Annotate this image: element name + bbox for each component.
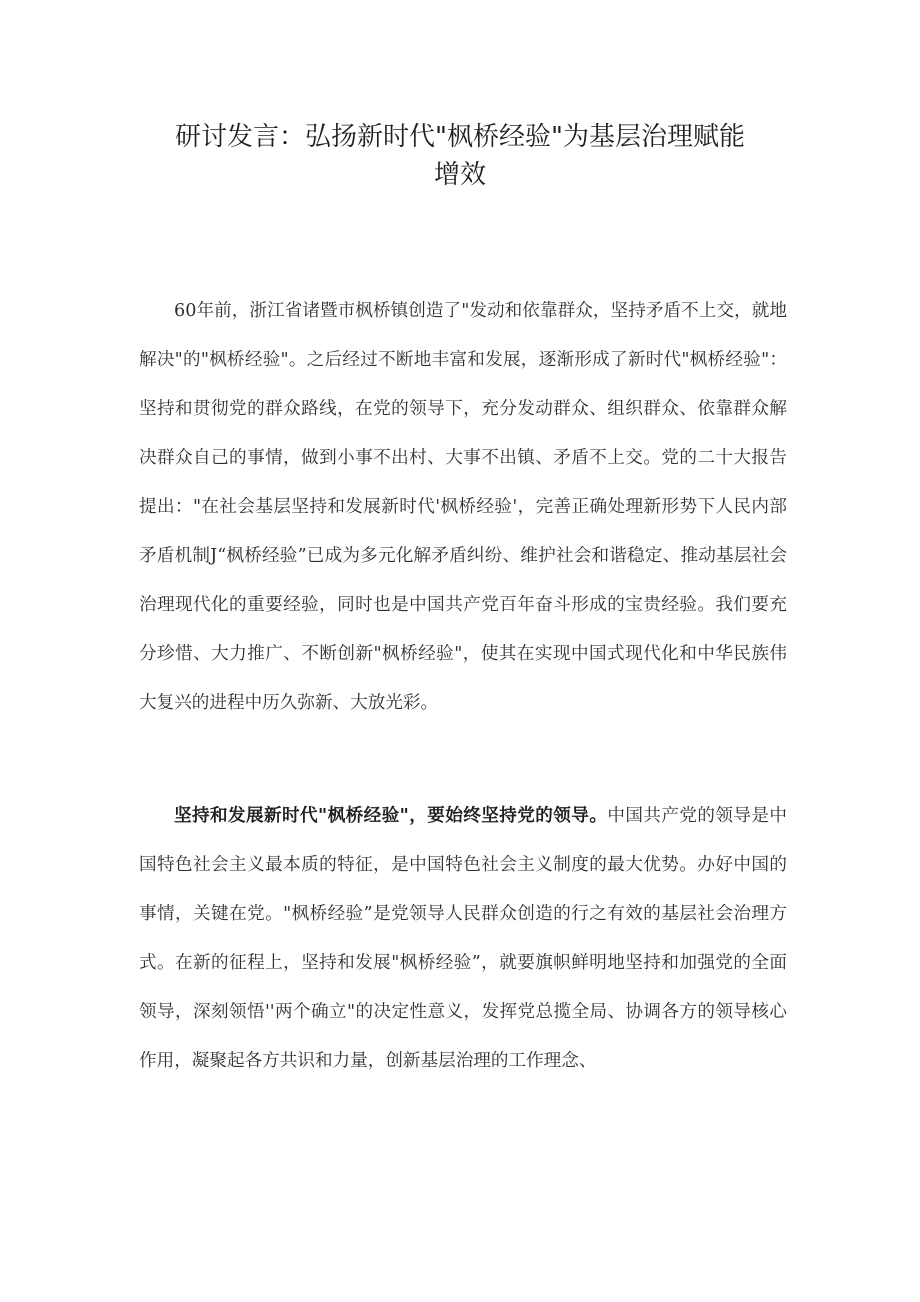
title-line-2: 增效 [433,160,486,190]
paragraph-intro: 60年前，浙江省诸暨市枫桥镇创造了"发动和依靠群众，坚持矛盾不上交，就地解决"的"枫桥经验"。之后经过不断地丰富和发展，逐渐形成了新时代"枫桥经验"：坚持和贯彻党的群众路线，在党的领导下，充分发动群众、组织群众、依靠群众解决群众自己的事情，做到小事不出村、大事不出镇、矛盾不上交。党的二十大报告提出："在社会基层坚持和发展新时代'枫桥经验'，完善正确处理新形势下人民内部矛盾机制J“枫桥经验”已成为多元化解矛盾纠纷、维护社会和谐稳定、推动基层社会治理现代化的重要经验，同时也是中国共产党百年奋斗形成的宝贵经验。我们要充分珍惜、大力推广、不断创新"枫桥经验"，使其在实现中国式现代化和中华民族伟大复兴的进程中历久弥新、大放光彩。 [139,301,787,713]
title-line-1: 研讨发言：弘扬新时代"枫桥经验"为基层治理赋能 [175,122,745,152]
document-title [140,118,780,194]
paragraph-body-text: 中国共产党的领导是中国特色社会主义最本质的特征，是中国特色社会主义制度的最大优势。办好中国的事情，关键在党。"枫桥经验”是党领导人民群众创造的行之有效的基层社会治理方式。在新的征程上，坚持和发展"枫桥经验”，就要旗帜鲜明地坚持和加强党的全面领导，深刻领悟''两个确立"的决定性意义，发挥党总揽全局、协调各方的领导核心作用，凝聚起各方共识和力量，创新基层治理的工作理念、 [139,806,787,1071]
paragraph-party-leadership [139,792,787,1086]
paragraph-lead-sentence: 坚持和发展新时代"枫桥经验"，要始终坚持党的领导。 [174,806,608,826]
